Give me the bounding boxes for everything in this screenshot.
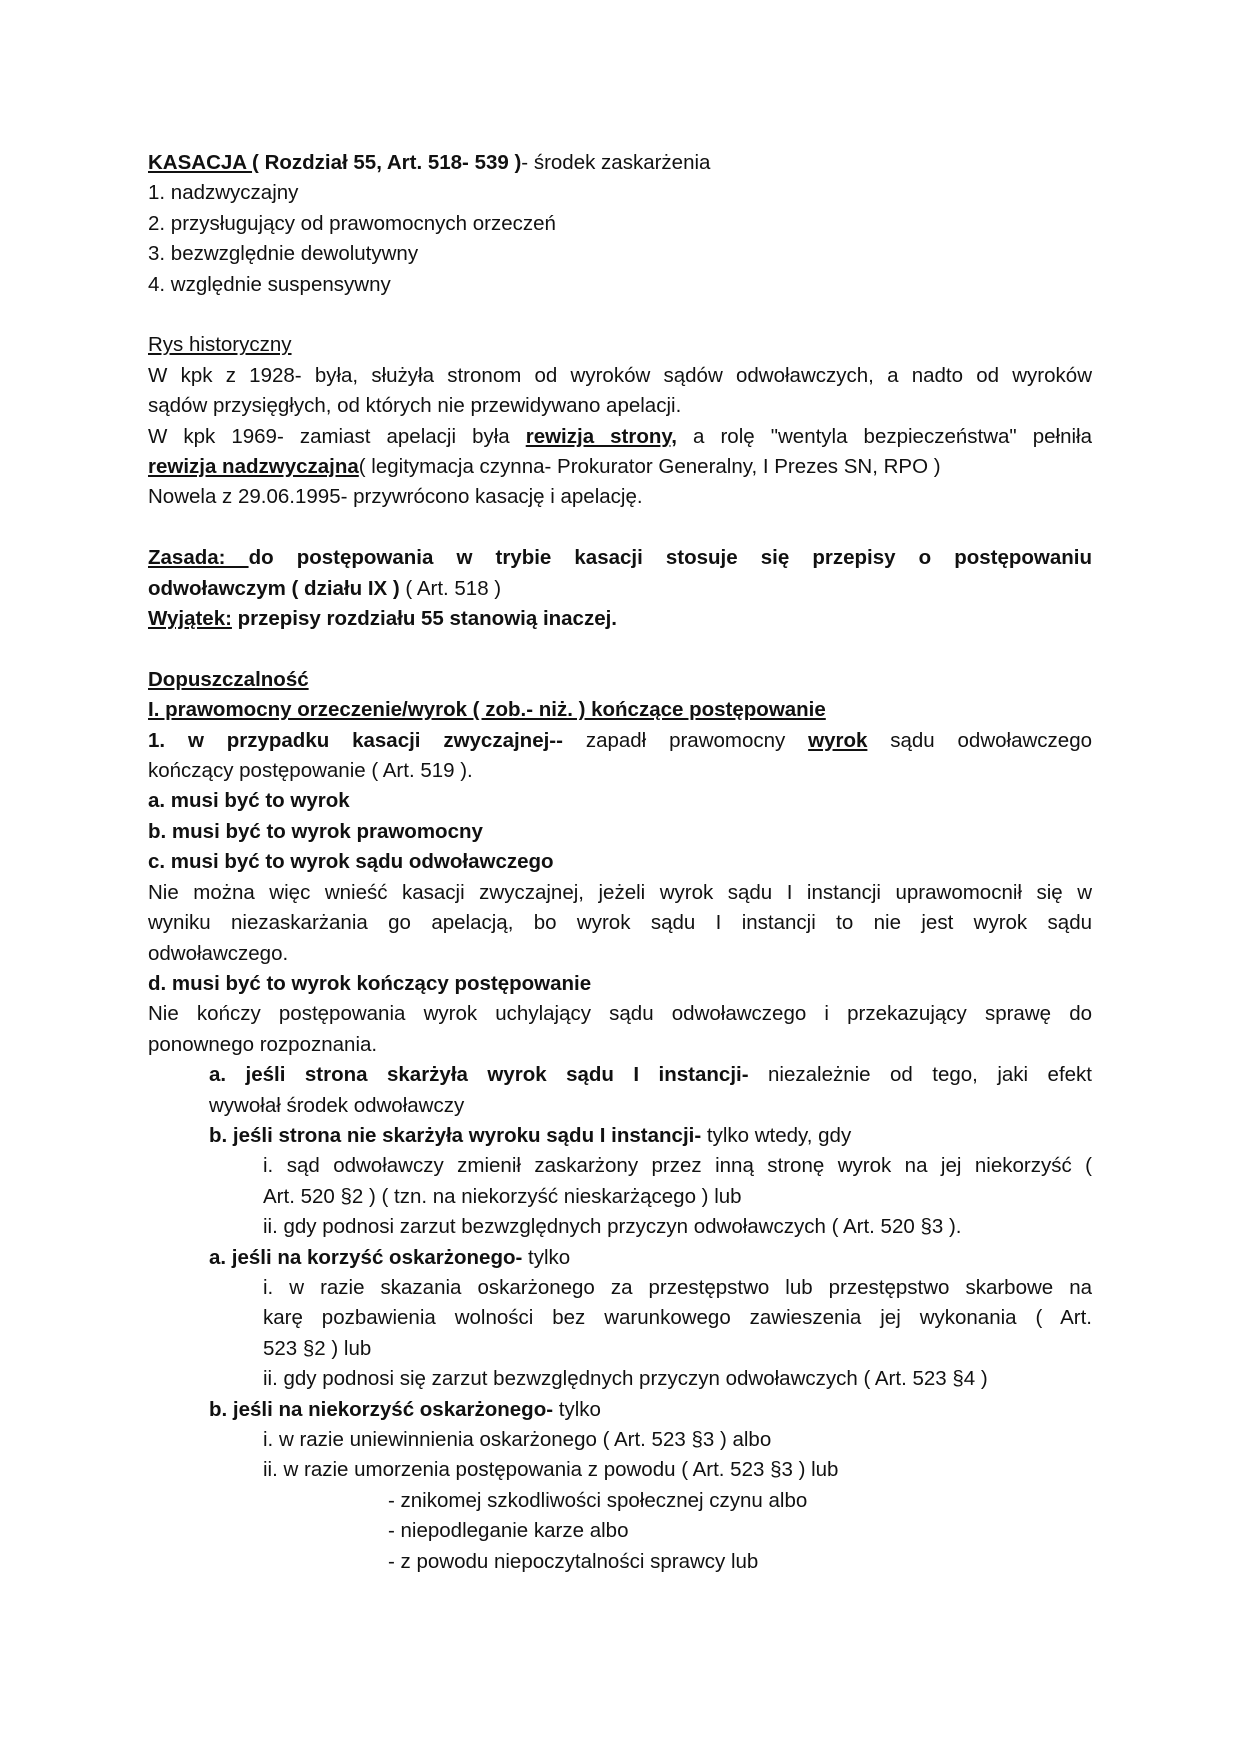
text-segment: niezależnie od tego, jaki efekt: [748, 1063, 1092, 1087]
point-c-text-line-3: odwoławczego.: [148, 941, 289, 965]
dash-item: - niepodleganie karze albo: [388, 1519, 629, 1543]
text-segment: tylko wtedy, gdy: [701, 1123, 852, 1147]
document-title: [148, 148, 1092, 178]
wyjatek-label: Wyjątek:: [148, 607, 232, 631]
text-segment: a. jeśli strona skarżyła wyrok sądu I instancji-: [209, 1063, 749, 1087]
text-segment: tylko: [553, 1397, 601, 1421]
title-kasacja: KASACJA: [148, 151, 253, 174]
point-d: d. musi być to wyrok kończący postępowanie: [148, 971, 592, 995]
point-c-text-line-1: Nie można więc wnieść kasacji zwyczajnej, jeżeli wyrok sądu I instancji uprawomocnił się w: [148, 880, 1092, 904]
historia-paragraph-1-line-1: W kpk z 1928- była, służyła stronom od wyroków sądów odwoławczych, a nadto od wyroków: [148, 363, 1092, 387]
feature-item: 1. nadzwyczajny: [148, 181, 299, 205]
term-rewizja-strony: rewizja strony,: [525, 424, 677, 448]
korzysc-a-ii: ii. gdy podnosi się zarzut bezwzględnych przyczyn odwoławczych ( Art. 523 §4 ): [263, 1367, 988, 1391]
text-segment: odwoławczym ( działu IX ): [148, 576, 400, 600]
text-segment: W kpk 1969- zamiast apelacji była: [148, 424, 526, 448]
point-a: a. musi być to wyrok: [148, 789, 350, 813]
section-heading-dopuszczalnosc: Dopuszczalność: [148, 667, 309, 691]
feature-item: 3. bezwzględnie dewolutywny: [148, 242, 419, 266]
feature-item: 2. przysługujący od prawomocnych orzeczeń: [148, 211, 556, 235]
korzysc-a-i-line-1: i. w razie skazania oskarżonego za przestępstwo lub przestępstwo skarbowe na: [263, 1275, 1092, 1299]
feature-item: 4. względnie suspensywny: [148, 272, 391, 296]
text-segment: b. jeśli strona nie skarżyła wyroku sądu I instancji-: [209, 1123, 702, 1147]
term-rewizja-nadzwyczajna: rewizja nadzwyczajna: [148, 455, 359, 479]
subheading-prawomocny: I. prawomocny orzeczenie/wyrok ( zob.- niż. ) kończące postępowanie: [148, 698, 826, 722]
zasada-line-2: [148, 574, 1092, 604]
niekorzysc-b-i: i. w razie uniewinnienia oskarżonego ( Art. 523 §3 ) albo: [263, 1428, 772, 1452]
title-rest: - środek zaskarżenia: [521, 151, 711, 174]
point-d-text-line-2: ponownego rozpoznania.: [148, 1032, 378, 1056]
point-d-text-line-1: Nie kończy postępowania wyrok uchylający sądu odwoławczego i przekazujący sprawę do: [148, 1002, 1092, 1026]
zasada-label: Zasada:: [148, 546, 249, 570]
korzysc-a-line: [148, 1243, 1092, 1273]
text-segment: sądu odwoławczego: [867, 728, 1093, 752]
text-segment: b. jeśli na niekorzyść oskarżonego-: [209, 1397, 554, 1421]
niekorzysc-b-line: [148, 1395, 1092, 1425]
text-segment: do postępowania w trybie kasacji stosuje się przepisy o postępowaniu: [248, 546, 1092, 570]
historia-paragraph-2-line-1: [148, 422, 1092, 452]
point-c: c. musi być to wyrok sądu odwoławczego: [148, 850, 554, 874]
text-segment: ( legitymacja czynna- Prokurator Generalny, I Prezes SN, RPO ): [358, 455, 941, 479]
title-ref: ( Rozdział 55, Art. 518- 539 ): [252, 151, 522, 174]
document-page: [148, 148, 1092, 1577]
korzysc-a-i-line-3: 523 §2 ) lub: [263, 1336, 372, 1360]
text-segment: a rolę "wentyla bezpieczeństwa" pełniła: [676, 424, 1093, 448]
sub-b-i-line-2: Art. 520 §2 ) ( tzn. na niekorzyść nieskarżącego ) lub: [263, 1184, 742, 1208]
zasada-line-1: [148, 543, 1092, 573]
point-c-text-line-2: wyniku niezaskarżania go apelacją, bo wyrok sądu I instancji to nie jest wyrok sądu: [148, 911, 1092, 935]
term-wyrok: wyrok: [808, 728, 868, 752]
historia-paragraph-3: Nowela z 29.06.1995- przywrócono kasację i apelację.: [148, 485, 643, 509]
historia-paragraph-1-line-2: sądów przysięgłych, od których nie przewidywano apelacji.: [148, 394, 682, 418]
sub-a-line-2: wywołał środek odwoławczy: [209, 1093, 465, 1117]
niekorzysc-b-ii: ii. w razie umorzenia postępowania z powodu ( Art. 523 §3 ) lub: [263, 1458, 839, 1482]
sub-b-ii: ii. gdy podnosi zarzut bezwzględnych przyczyn odwoławczych ( Art. 520 §3 ).: [263, 1215, 962, 1239]
dash-item: - z powodu niepoczytalności sprawcy lub: [388, 1549, 759, 1573]
text-segment: 1. w przypadku kasacji zwyczajnej--: [148, 728, 563, 752]
sub-a-line-1: [148, 1060, 1092, 1090]
sub-b-i-line-1: i. sąd odwoławczy zmienił zaskarżony przez inną stronę wyrok na jej niekorzyść (: [263, 1154, 1092, 1178]
wyjatek-line: [148, 604, 1092, 634]
text-segment: a. jeśli na korzyść oskarżonego-: [209, 1245, 523, 1269]
point-1-line-1: [148, 726, 1092, 756]
point-1-line-2: kończący postępowanie ( Art. 519 ).: [148, 759, 473, 783]
dash-item: - znikomej szkodliwości społecznej czynu albo: [388, 1488, 808, 1512]
point-b: b. musi być to wyrok prawomocny: [148, 819, 483, 843]
historia-paragraph-2-line-2: [148, 452, 1092, 482]
korzysc-a-i-line-2: karę pozbawienia wolności bez warunkowego zawieszenia jej wykonania ( Art.: [263, 1306, 1092, 1330]
text-segment: zapadł prawomocny: [562, 728, 809, 752]
text-segment: tylko: [522, 1245, 571, 1269]
sub-b-line: [148, 1121, 1092, 1151]
text-segment: ( Art. 518 ): [399, 576, 502, 600]
section-heading-historia: Rys historyczny: [148, 333, 292, 357]
text-segment: przepisy rozdziału 55 stanowią inaczej.: [231, 607, 618, 631]
